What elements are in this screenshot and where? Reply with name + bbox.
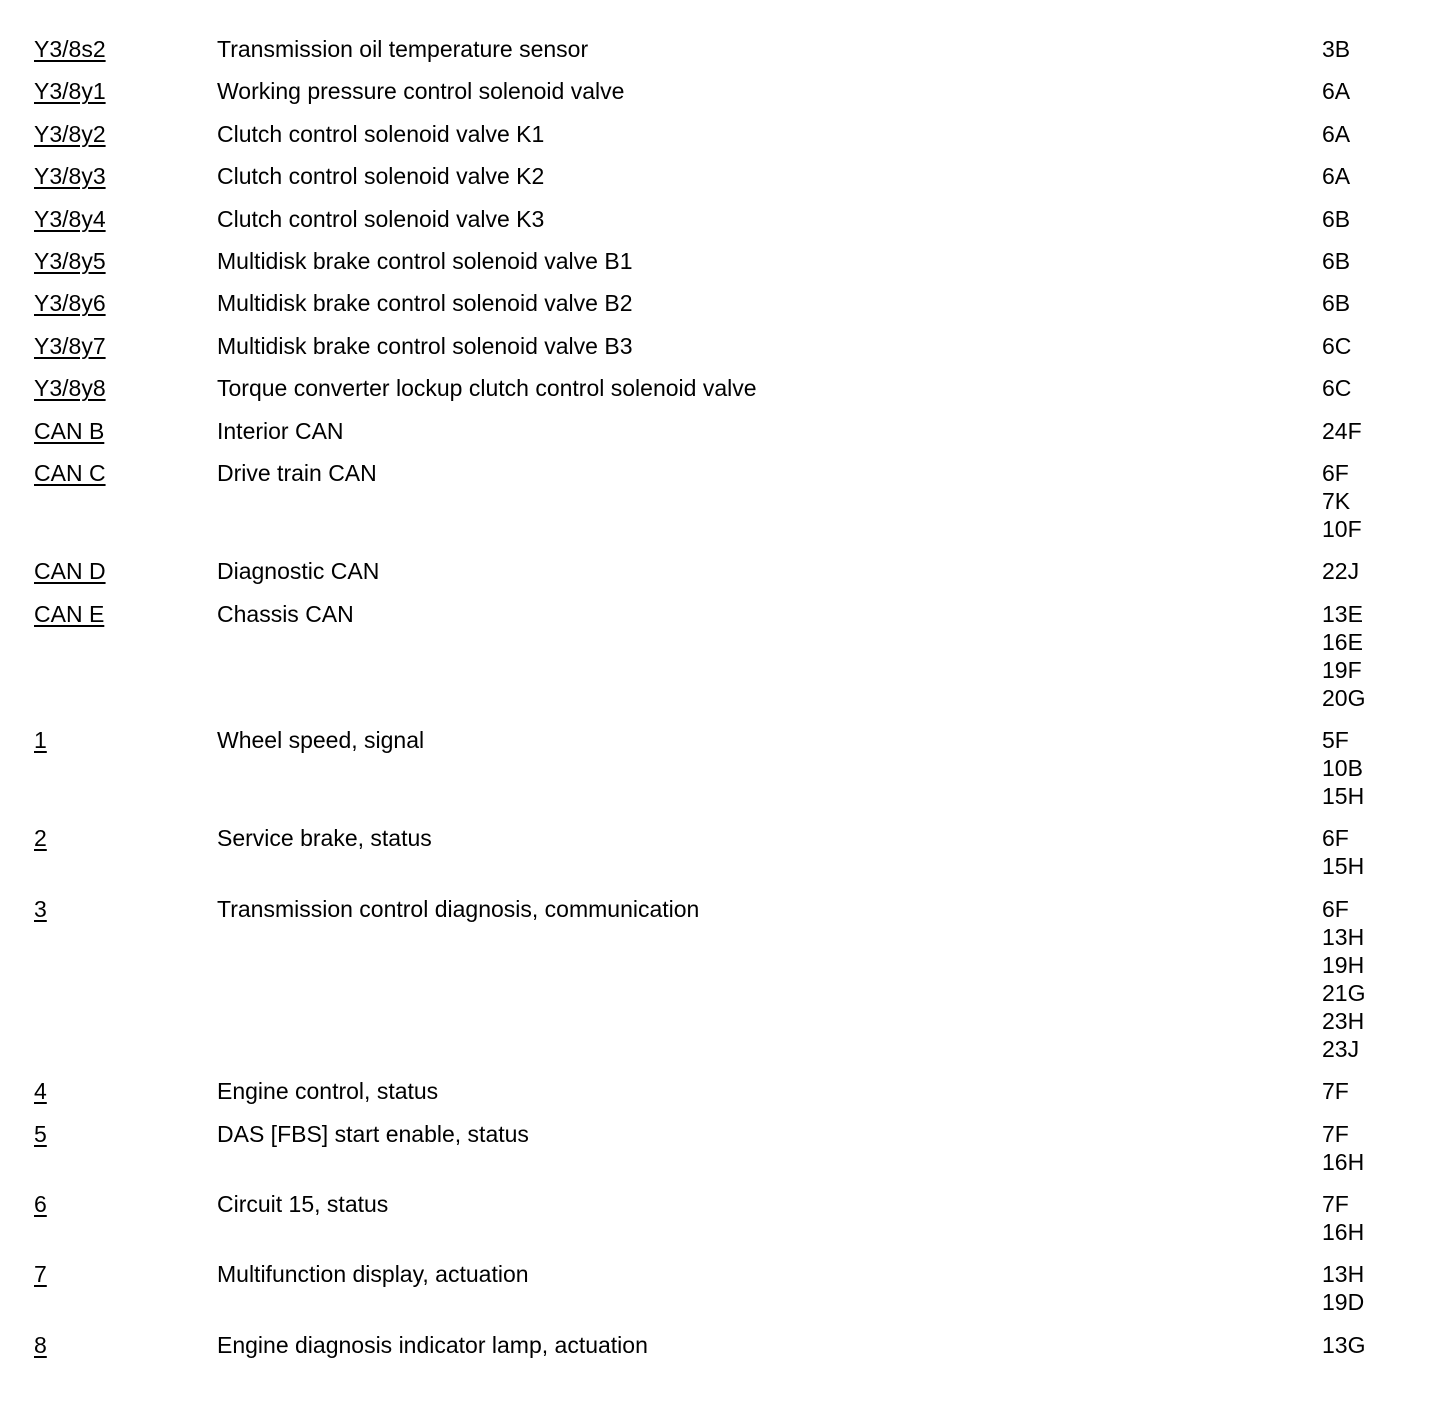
grid-reference: 7F xyxy=(1322,1191,1349,1218)
grid-reference: 20G xyxy=(1322,684,1366,711)
grid-reference: 6F xyxy=(1322,459,1349,486)
component-code-link[interactable]: 8 xyxy=(34,1331,47,1358)
component-code-link[interactable]: CAN D xyxy=(34,558,106,585)
grid-reference: 6C xyxy=(1322,332,1352,359)
component-description: Clutch control solenoid valve K3 xyxy=(217,205,545,232)
grid-reference-list xyxy=(1322,1331,1422,1359)
grid-reference: 6A xyxy=(1322,163,1351,190)
component-description: Clutch control solenoid valve K1 xyxy=(217,120,545,147)
grid-reference: 15H xyxy=(1322,853,1365,880)
grid-reference: 5F xyxy=(1322,727,1349,754)
component-description: Service brake, status xyxy=(217,825,432,852)
grid-reference-list xyxy=(1322,557,1422,585)
component-code-link[interactable]: Y3/8y7 xyxy=(34,332,106,359)
table-row xyxy=(0,1331,1440,1373)
table-row xyxy=(0,1120,1440,1190)
grid-reference: 13E xyxy=(1322,600,1363,627)
component-description: Multifunction display, actuation xyxy=(217,1261,529,1288)
grid-reference: 13G xyxy=(1322,1331,1366,1358)
grid-reference: 21G xyxy=(1322,979,1366,1006)
table-row xyxy=(0,726,1440,824)
table-row xyxy=(0,557,1440,599)
table-row xyxy=(0,162,1440,204)
component-code-link[interactable]: 6 xyxy=(34,1191,47,1218)
grid-reference: 24F xyxy=(1322,417,1362,444)
component-description: Drive train CAN xyxy=(217,459,377,486)
grid-reference-list xyxy=(1322,120,1422,148)
grid-reference-list xyxy=(1322,1120,1422,1176)
component-description: Transmission oil temperature sensor xyxy=(217,36,589,62)
grid-reference: 6B xyxy=(1322,290,1351,317)
grid-reference-list xyxy=(1322,77,1422,105)
grid-reference-list xyxy=(1322,1190,1422,1246)
component-description: Engine diagnosis indicator lamp, actuation xyxy=(217,1331,648,1358)
grid-reference: 22J xyxy=(1322,558,1360,585)
component-code-link[interactable]: 1 xyxy=(34,727,47,754)
grid-reference: 7K xyxy=(1322,487,1351,514)
grid-reference: 13H xyxy=(1322,1261,1365,1288)
table-row xyxy=(0,459,1440,557)
grid-reference: 6B xyxy=(1322,247,1351,274)
grid-reference-list xyxy=(1322,162,1422,190)
grid-reference: 6B xyxy=(1322,205,1351,232)
grid-reference: 23H xyxy=(1322,1007,1365,1034)
grid-reference: 13H xyxy=(1322,923,1365,950)
component-legend-table xyxy=(0,35,1440,1373)
grid-reference: 10F xyxy=(1322,515,1362,542)
table-row xyxy=(0,374,1440,416)
grid-reference: 6F xyxy=(1322,895,1349,922)
component-description: Multidisk brake control solenoid valve B3 xyxy=(217,332,633,359)
grid-reference-list xyxy=(1322,600,1422,712)
component-code-link[interactable]: Y3/8y1 xyxy=(34,78,106,105)
grid-reference-list xyxy=(1322,824,1422,880)
grid-reference: 23J xyxy=(1322,1035,1360,1062)
grid-reference: 7F xyxy=(1322,1120,1349,1147)
component-code-link[interactable]: Y3/8y3 xyxy=(34,163,106,190)
component-code-link[interactable]: 2 xyxy=(34,825,47,852)
component-code-link[interactable]: 3 xyxy=(34,895,47,922)
grid-reference-list xyxy=(1322,417,1422,445)
component-code-link[interactable]: Y3/8s2 xyxy=(34,36,106,62)
grid-reference: 19D xyxy=(1322,1289,1365,1316)
component-description: Clutch control solenoid valve K2 xyxy=(217,163,545,190)
grid-reference: 19F xyxy=(1322,656,1362,683)
grid-reference: 16E xyxy=(1322,628,1363,655)
table-row xyxy=(0,35,1440,77)
component-code-link[interactable]: Y3/8y6 xyxy=(34,290,106,317)
component-description: Multidisk brake control solenoid valve B2 xyxy=(217,290,633,317)
grid-reference-list xyxy=(1322,35,1422,63)
table-row xyxy=(0,600,1440,726)
table-row xyxy=(0,205,1440,247)
grid-reference: 6F xyxy=(1322,825,1349,852)
table-row xyxy=(0,77,1440,119)
component-description: DAS [FBS] start enable, status xyxy=(217,1120,529,1147)
component-description: Chassis CAN xyxy=(217,600,354,627)
table-row xyxy=(0,824,1440,894)
grid-reference: 15H xyxy=(1322,783,1365,810)
component-code-link[interactable]: CAN E xyxy=(34,600,105,627)
component-code-link[interactable]: Y3/8y8 xyxy=(34,375,106,402)
grid-reference-list xyxy=(1322,374,1422,402)
component-description: Engine control, status xyxy=(217,1078,439,1105)
grid-reference: 7F xyxy=(1322,1078,1349,1105)
grid-reference-list xyxy=(1322,247,1422,275)
component-code-link[interactable]: Y3/8y5 xyxy=(34,247,106,274)
component-code-link[interactable]: 4 xyxy=(34,1078,47,1105)
grid-reference-list xyxy=(1322,895,1422,1063)
grid-reference: 3B xyxy=(1322,36,1351,62)
component-code-link[interactable]: 7 xyxy=(34,1261,47,1288)
component-description: Circuit 15, status xyxy=(217,1191,389,1218)
component-description: Multidisk brake control solenoid valve B1 xyxy=(217,247,633,274)
grid-reference: 6A xyxy=(1322,120,1351,147)
component-code-link[interactable]: CAN B xyxy=(34,417,105,444)
grid-reference-list xyxy=(1322,1077,1422,1105)
grid-reference-list xyxy=(1322,1260,1422,1316)
component-code-link[interactable]: 5 xyxy=(34,1120,47,1147)
component-description: Wheel speed, signal xyxy=(217,727,425,754)
table-row xyxy=(0,1077,1440,1119)
component-description: Transmission control diagnosis, communication xyxy=(217,895,700,922)
table-row xyxy=(0,895,1440,1077)
grid-reference: 6C xyxy=(1322,375,1352,402)
grid-reference-list xyxy=(1322,332,1422,360)
grid-reference: 10B xyxy=(1322,755,1363,782)
table-row xyxy=(0,247,1440,289)
table-row xyxy=(0,417,1440,459)
component-description: Interior CAN xyxy=(217,417,344,444)
grid-reference: 6A xyxy=(1322,78,1351,105)
grid-reference-list xyxy=(1322,205,1422,233)
component-description: Torque converter lockup clutch control solenoid valve xyxy=(217,375,757,402)
grid-reference-list xyxy=(1322,289,1422,317)
component-code-link[interactable]: Y3/8y4 xyxy=(34,205,106,232)
component-description: Diagnostic CAN xyxy=(217,558,380,585)
grid-reference-list xyxy=(1322,726,1422,810)
grid-reference: 16H xyxy=(1322,1148,1365,1175)
table-row xyxy=(0,120,1440,162)
grid-reference: 16H xyxy=(1322,1219,1365,1246)
grid-reference: 19H xyxy=(1322,951,1365,978)
component-code-link[interactable]: CAN C xyxy=(34,459,106,486)
table-row xyxy=(0,289,1440,331)
component-code-link[interactable]: Y3/8y2 xyxy=(34,120,106,147)
grid-reference-list xyxy=(1322,459,1422,543)
table-row xyxy=(0,1260,1440,1330)
table-row xyxy=(0,1190,1440,1260)
component-description: Working pressure control solenoid valve xyxy=(217,78,625,105)
table-row xyxy=(0,332,1440,374)
